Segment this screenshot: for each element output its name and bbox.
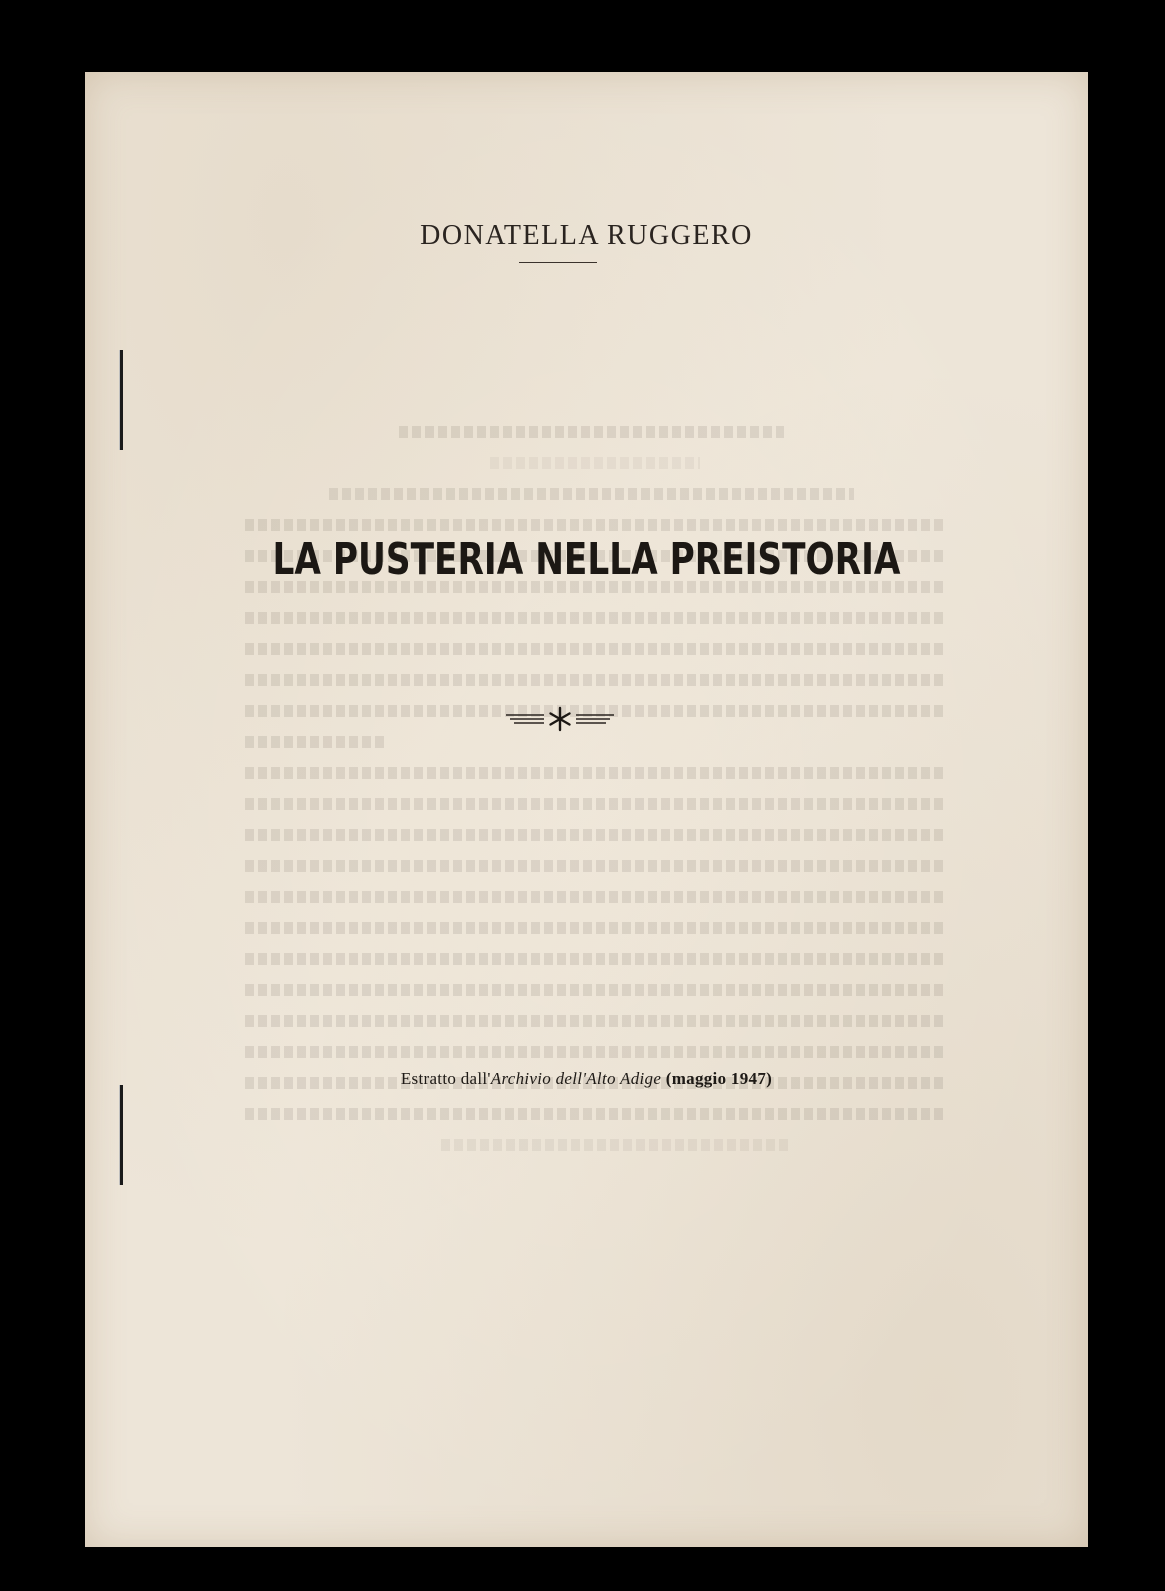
author-name: DONATELLA RUGGERO	[420, 220, 753, 251]
extract-journal: Archivio dell'Alto Adige	[490, 1069, 662, 1088]
document-page	[85, 72, 1088, 1547]
author-rule	[519, 262, 597, 263]
bottom-staple	[119, 1085, 123, 1185]
asterisk-ornament-icon	[504, 704, 616, 734]
extract-prefix: Estratto dall'	[400, 1069, 491, 1088]
extract-note	[85, 1069, 1088, 1089]
extract-date: (maggio 1947)	[661, 1069, 773, 1088]
top-staple	[119, 350, 123, 450]
document-title: LA PUSTERIA NELLA PREISTORIA	[272, 534, 901, 585]
